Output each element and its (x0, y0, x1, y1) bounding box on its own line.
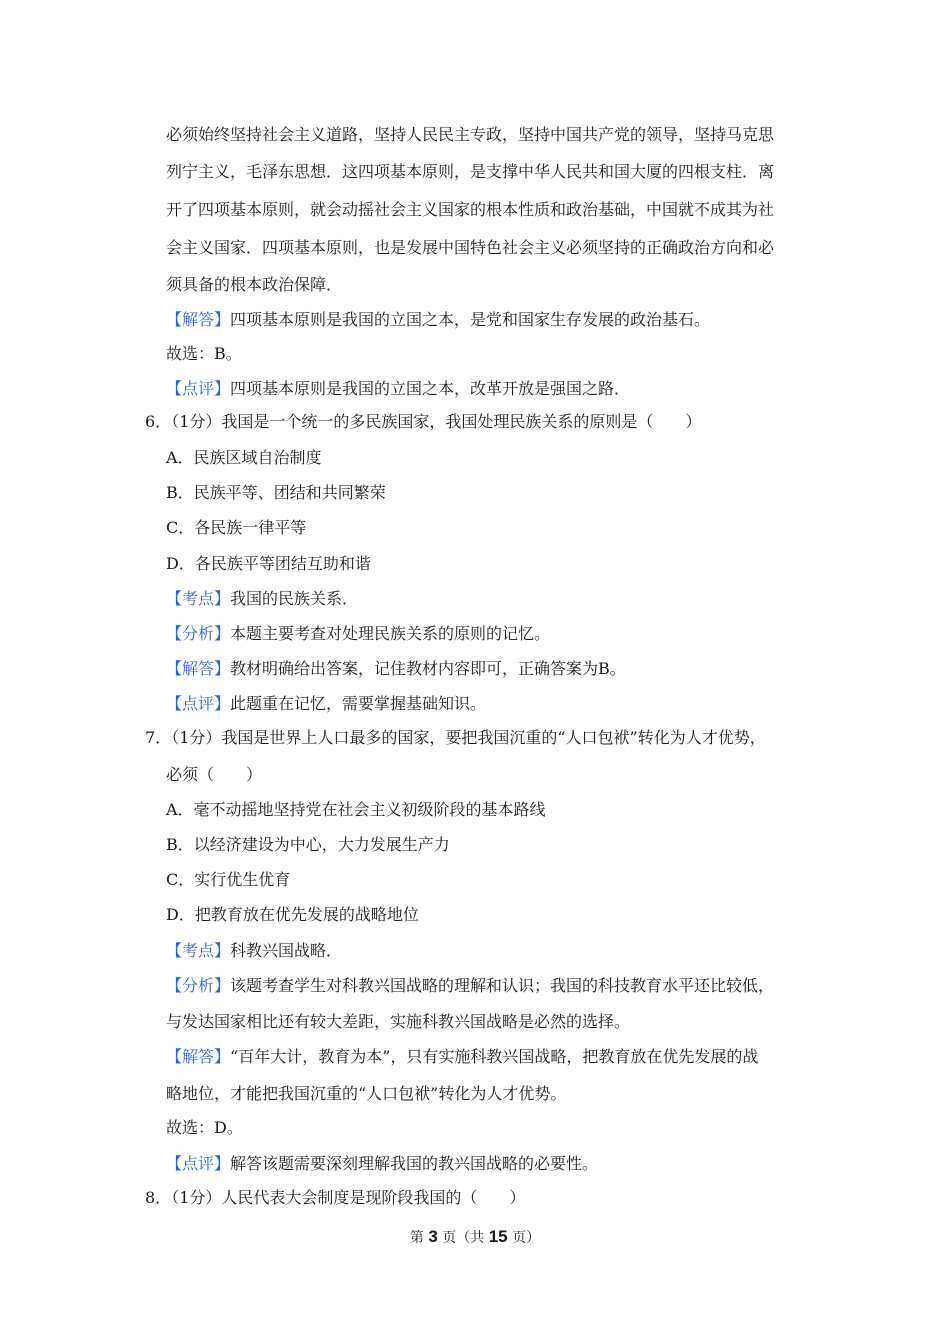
text-line: 开了四项基本原则，就会动摇社会主义国家的根本性质和政治基础，中国就不成其为社 (166, 200, 775, 219)
q6-point (166, 588, 358, 610)
comment-tag: 【点评】 (166, 1154, 231, 1173)
question-7-stem (145, 727, 766, 749)
question-number: 8． (145, 1188, 172, 1207)
point-text: 科教兴国战略． (230, 941, 343, 960)
option-b: B．民族平等、团结和共同繁荣 (166, 483, 386, 502)
q7-comment (166, 1153, 598, 1175)
page-footer (0, 1226, 950, 1249)
analysis-tag: 【分析】 (166, 624, 231, 643)
q7-analysis (166, 975, 774, 997)
text-line: 必须始终坚持社会主义道路，坚持人民民主专政，坚持中国共产党的领导，坚持马克思 (166, 125, 775, 144)
question-8-stem (145, 1187, 525, 1209)
q7-choice: 故选：D。 (166, 1118, 243, 1137)
point-tag: 【考点】 (166, 589, 231, 608)
question-text: （1分）我国是世界上人口最多的国家，要把我国沉重的“人口包袱”转化为人才优势， (171, 728, 766, 747)
option-b: B．以经济建设为中心，大力发展生产力 (166, 835, 450, 854)
question-number: 7． (145, 728, 172, 747)
question-7-stem-cont: 必须（ ） (166, 765, 263, 784)
q7-answer (166, 1046, 758, 1068)
comment-tag: 【点评】 (166, 379, 231, 398)
q7-analysis-cont: 与发达国家相比还有较大差距，实施科教兴国战略是必然的选择。 (166, 1012, 631, 1031)
option-c: C．各民族一律平等 (166, 518, 307, 537)
option-a: A．民族区域自治制度 (166, 448, 322, 467)
q5-comment (166, 378, 630, 400)
q6-analysis (166, 623, 550, 645)
text-line: 须具备的根本政治保障． (166, 275, 343, 294)
footer-suffix: 页） (512, 1230, 541, 1246)
answer-text: 教材明确给出答案，记住教材内容即可，正确答案为B。 (230, 659, 626, 678)
q7-answer-cont: 略地位，才能把我国沉重的“人口包袱”转化为人才优势。 (166, 1084, 567, 1103)
analysis-tag: 【分析】 (166, 976, 231, 995)
answer-text: 四项基本原则是我国的立国之本，是党和国家生存发展的政治基石。 (230, 310, 711, 329)
q5-choice: 故选：B。 (166, 344, 242, 363)
answer-tag: 【解答】 (166, 310, 231, 329)
option-d: D．把教育放在优先发展的战略地位 (166, 905, 419, 924)
analysis-text: 该题考查学生对科教兴国战略的理解和认识；我国的科技教育水平还比较低， (230, 976, 775, 995)
comment-text: 解答该题需要深刻理解我国的教兴国战略的必要性。 (230, 1154, 599, 1173)
question-6-stem (145, 411, 701, 433)
q6-comment (166, 693, 486, 715)
comment-tag: 【点评】 (166, 694, 231, 713)
answer-tag: 【解答】 (166, 1047, 231, 1066)
comment-text: 四项基本原则是我国的立国之本，改革开放是强国之路． (230, 379, 631, 398)
footer-total-pages: 15 (488, 1227, 508, 1246)
text-line: 会主义国家．四项基本原则，也是发展中国特色社会主义必须坚持的正确政治方向和必 (166, 238, 775, 257)
point-text: 我国的民族关系． (230, 589, 359, 608)
question-number: 6． (145, 412, 172, 431)
answer-text: “百年大计，教育为本”，只有实施科教兴国战略，把教育放在优先发展的战 (230, 1047, 759, 1066)
option-d: D．各民族平等团结互助和谐 (166, 554, 371, 573)
point-tag: 【考点】 (166, 941, 231, 960)
option-c: C．实行优生优育 (166, 870, 291, 889)
text-line: 列宁主义，毛泽东思想．这四项基本原则，是支撑中华人民共和国大厦的四根支柱．离 (166, 162, 775, 181)
footer-prefix: 第 (409, 1230, 424, 1246)
q6-answer (166, 658, 626, 680)
q5-answer (166, 309, 710, 331)
footer-mid: 页（共 (442, 1230, 485, 1246)
option-a: A．毫不动摇地坚持党在社会主义初级阶段的基本路线 (166, 800, 546, 819)
question-text: （1分）人民代表大会制度是现阶段我国的（ ） (171, 1188, 526, 1207)
comment-text: 此题重在记忆，需要掌握基础知识。 (230, 694, 487, 713)
question-text: （1分）我国是一个统一的多民族国家，我国处理民族关系的原则是（ ） (171, 412, 702, 431)
footer-page-number: 3 (428, 1227, 438, 1246)
q7-point (166, 940, 342, 962)
answer-tag: 【解答】 (166, 659, 231, 678)
analysis-text: 本题主要考查对处理民族关系的原则的记忆。 (230, 624, 551, 643)
